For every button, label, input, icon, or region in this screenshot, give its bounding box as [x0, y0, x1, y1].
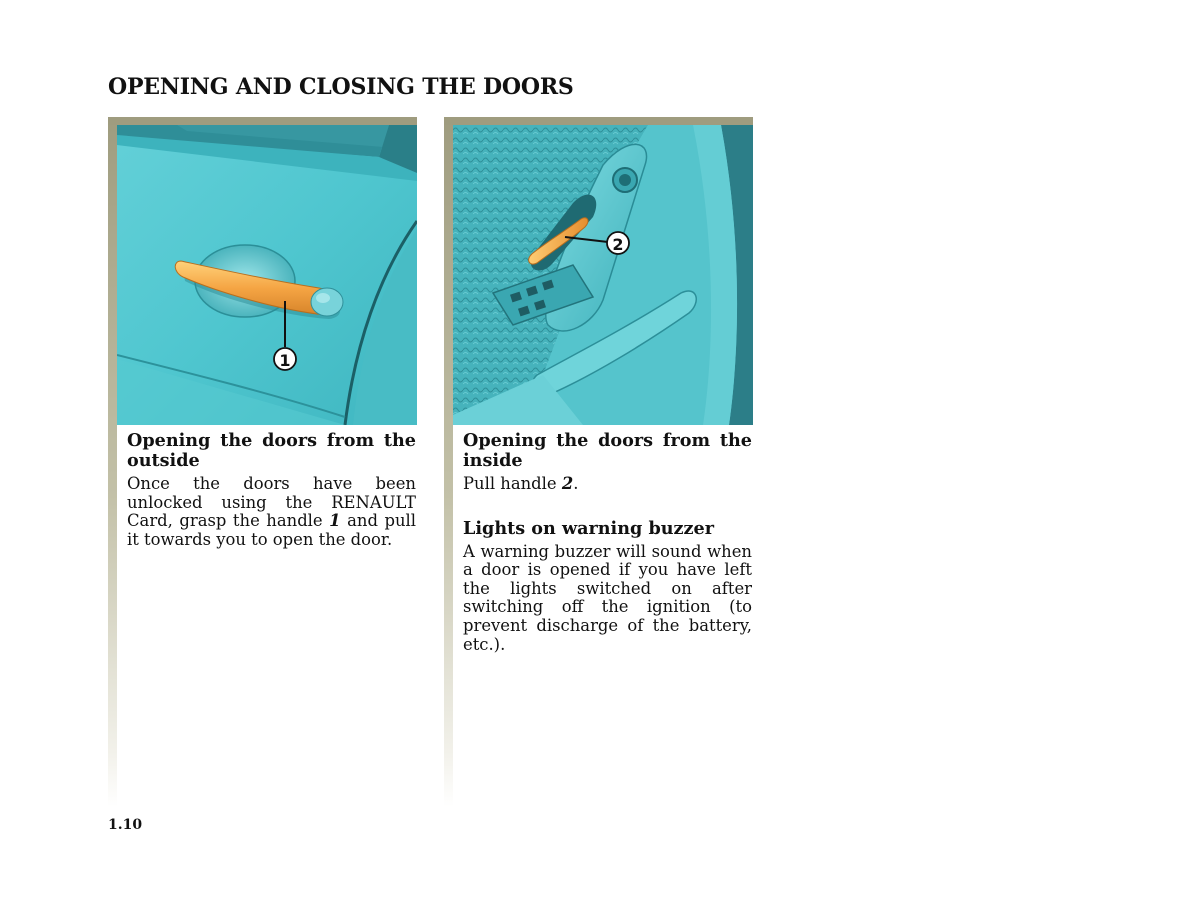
handle-ref-2: 2 [561, 474, 574, 493]
column-top-bar [444, 117, 753, 125]
column-top-bar [108, 117, 417, 125]
outside-opening-text-part2: and pull it towards you to open the door. [127, 511, 417, 549]
right-text-block [463, 431, 752, 654]
handle-ref-1: 1 [329, 511, 341, 531]
callout-1: 1 [279, 351, 291, 370]
inside-opening-text-part2: . [573, 474, 579, 493]
left-column [108, 117, 417, 807]
page-title: OPENING AND CLOSING THE DOORS [108, 74, 574, 100]
left-text-block [127, 431, 416, 549]
column-side-bar [444, 117, 453, 807]
outside-opening-heading: Opening the doors from the outside [127, 430, 416, 471]
right-column [444, 117, 753, 807]
outside-opening-text [127, 475, 416, 549]
callout-2: 2 [612, 235, 624, 254]
column-side-bar [108, 117, 117, 807]
warning-buzzer-heading: Lights on warning buzzer [463, 517, 715, 539]
inside-opening-text [463, 475, 752, 494]
outside-opening-text-part1: Once the doors have been unlocked using the RENAULT Card, grasp the handle [127, 474, 416, 531]
inside-opening-text-part1: Pull handle [463, 474, 562, 493]
page-number: 1.10 [108, 817, 143, 833]
exterior-door-handle-photo [117, 125, 417, 425]
inside-opening-heading: Opening the doors from the inside [463, 430, 752, 471]
interior-door-handle-photo [453, 125, 753, 425]
warning-buzzer-text: A warning buzzer will sound when a door is opened if you have left the lights switched on after switching off the ignition (to prevent discharge of the battery, etc.). [463, 541, 752, 654]
